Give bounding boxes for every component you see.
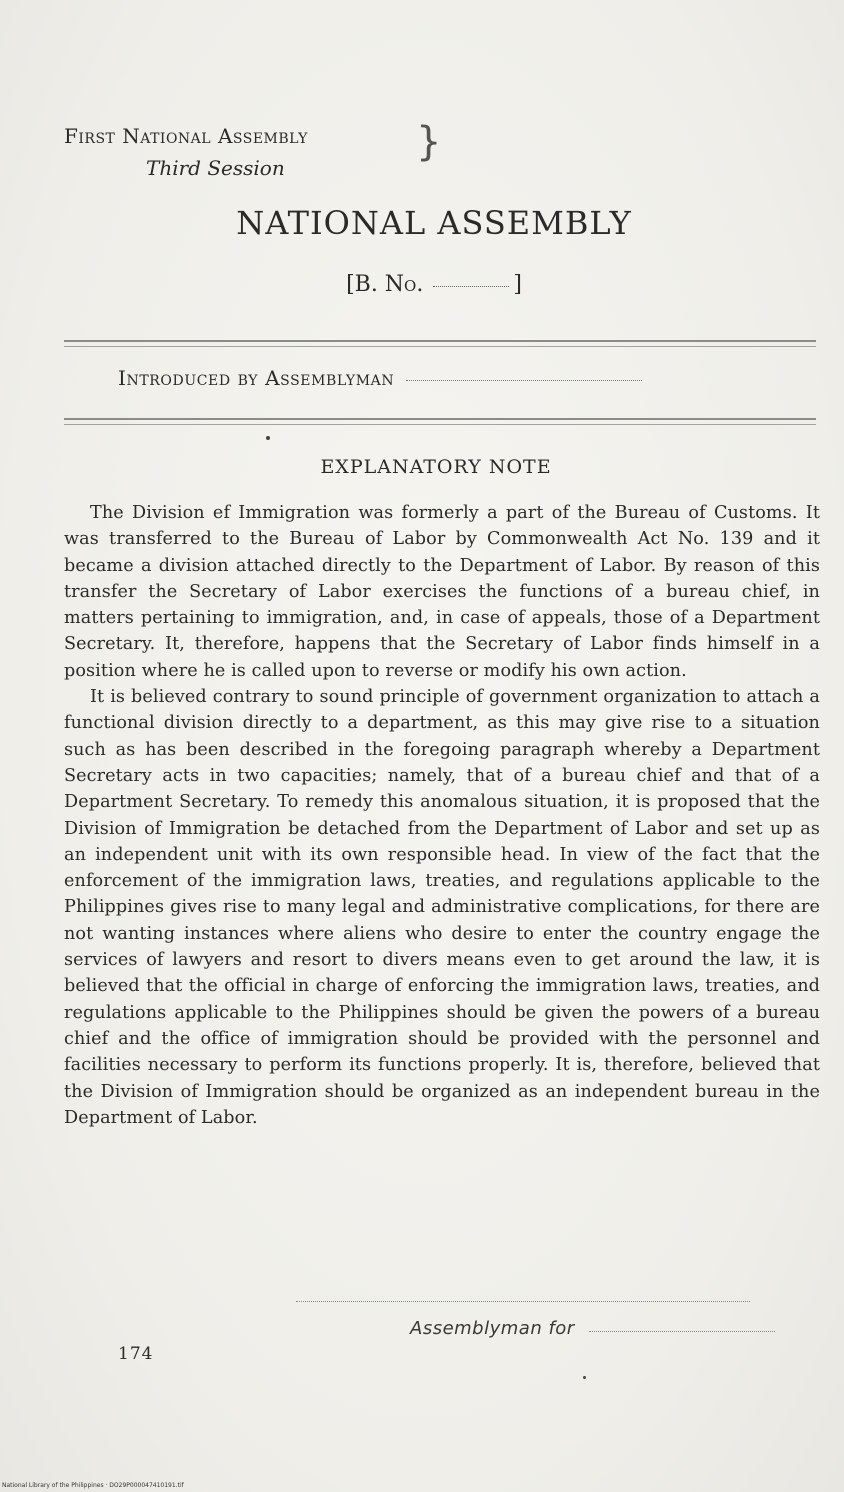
session-name: Third Session bbox=[146, 156, 285, 180]
ink-speck bbox=[266, 436, 270, 440]
bill-number-prefix: [B. No. bbox=[346, 272, 424, 297]
section-heading: EXPLANATORY NOTE bbox=[320, 456, 552, 478]
paragraph-2: It is believed contrary to sound principle of government organization to attach a functional division directly to a department, as this may give rise to a situation such as has been described in the foregoing paragraph whereby a Department Secretary acts in two capacities; namely, that of a bureau chief and that of a Department Secretary. To remedy this anomalous situation, it is proposed that the Division of Immigration be detached from the Department of Labor and set up as an independent unit with its own responsible head. In view of the fact that the enforcement of the immigration laws, treaties, and regulations applicable to the Philippines gives rise to many legal and administrative complications, for there are not wanting instances where aliens who desire to enter the country engage the services of lawyers and resort to divers means even to get around the law, it is believed that the official in charge of enforcing the immigration laws, treaties, and regulations applicable to the Philippines should be given the powers of a bureau chief and the office of immigration should be provided with the personnel and facilities necessary to perform its functions properly. It is, therefore, believed that the Division of Immigration should be organized as an independent bureau in the Department of Labor. bbox=[64, 687, 820, 1128]
signature-label: Assemblyman for bbox=[410, 1318, 575, 1339]
assembly-name: First National Assembly bbox=[64, 124, 308, 148]
session-header bbox=[64, 119, 464, 194]
signature-block bbox=[410, 1318, 775, 1339]
double-rule-bottom bbox=[64, 418, 816, 426]
ink-speck bbox=[583, 1376, 586, 1379]
bill-number bbox=[0, 272, 844, 297]
explanatory-note-body bbox=[64, 500, 820, 1131]
signature-line bbox=[296, 1301, 750, 1302]
double-rule-top bbox=[64, 340, 816, 348]
scan-credit: National Library of the Philippines · DO29P000047410191.tif bbox=[2, 1482, 184, 1489]
introduced-by-line bbox=[118, 366, 642, 390]
paragraph-1: The Division ef Immigration was formerly a part of the Bureau of Customs. It was transferred to the Bureau of Labor by Commonwealth Act No. 139 and it became a division attached directly to the Department of Labor. By reason of this transfer the Secretary of Labor exercises the functions of a bureau chief, in matters pertaining to immigration, and, in case of appeals, those of a Department Secretary. It, therefore, happens that the Secretary of Labor finds himself in a position where he is called upon to reverse or modify his own action. bbox=[64, 503, 820, 681]
introduced-by-label: Introduced by Assemblyman bbox=[118, 366, 395, 390]
bill-number-suffix: ] bbox=[513, 272, 522, 297]
bill-number-blank bbox=[433, 286, 509, 287]
signature-blank bbox=[589, 1331, 775, 1332]
brace-icon: } bbox=[416, 119, 442, 165]
page-number: 174 bbox=[118, 1344, 154, 1364]
page-title: NATIONAL ASSEMBLY bbox=[236, 204, 632, 242]
introduced-by-blank bbox=[406, 380, 642, 381]
